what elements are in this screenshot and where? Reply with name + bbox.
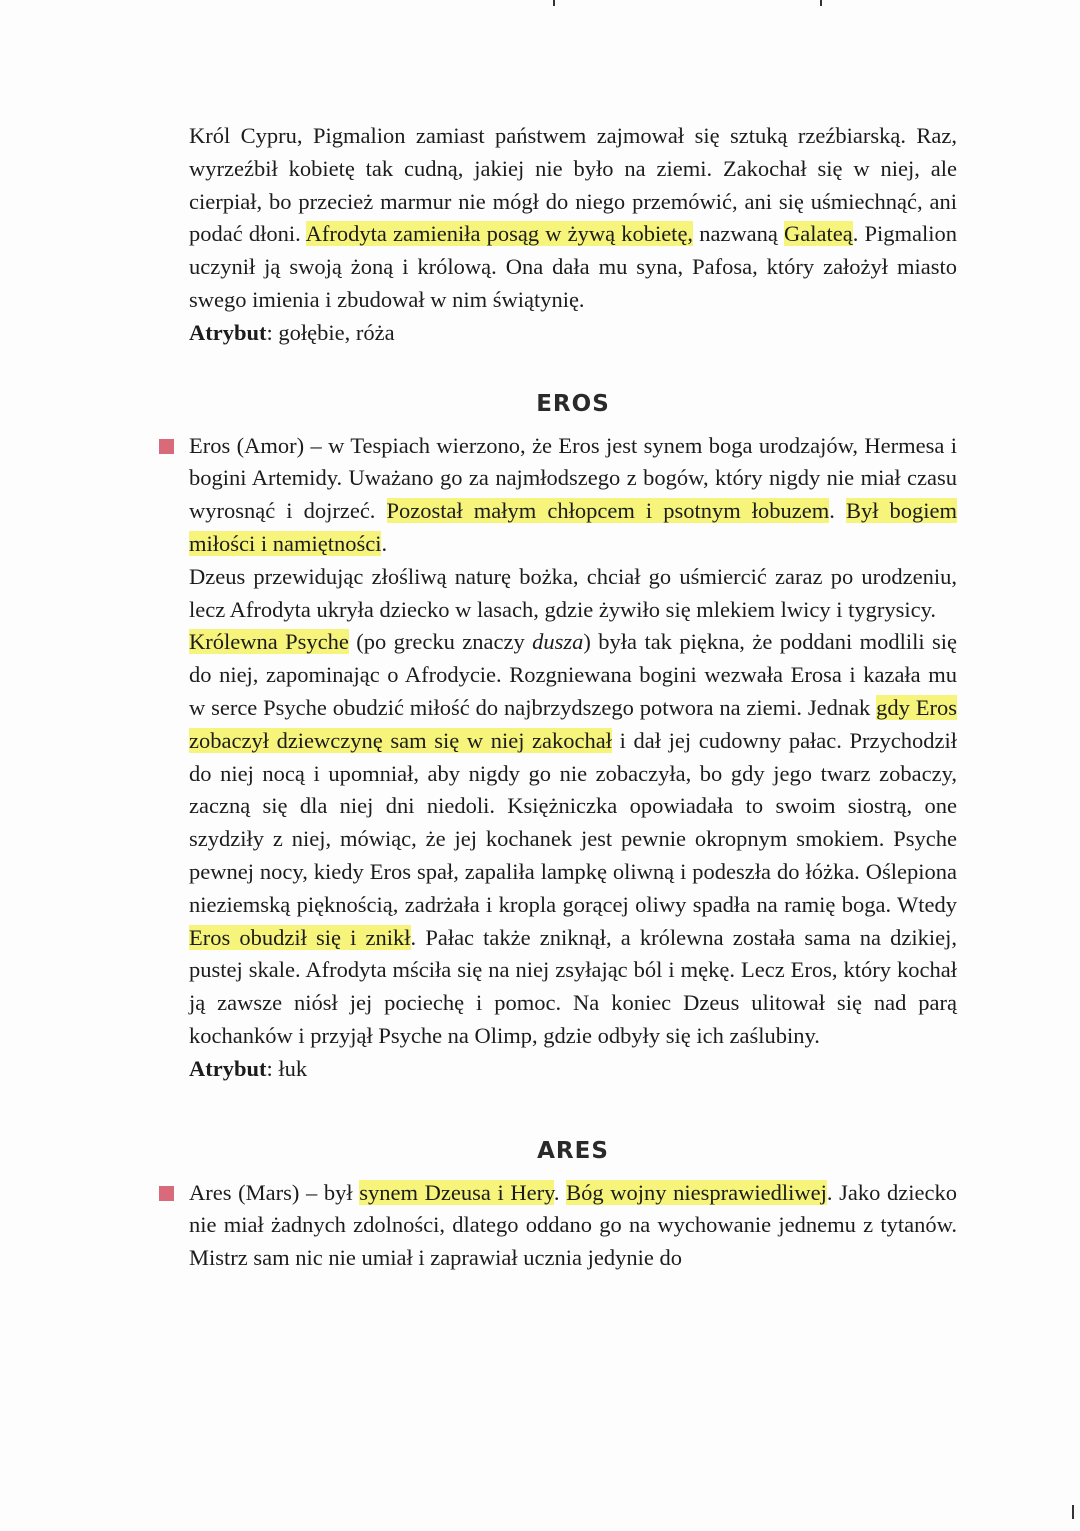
text-segment: . Jako dziecko nie miał żadnych zdolności, dlatego oddano go na wychowanie jednemu z tytanów. Mistrz sam nic nie umiał i zaprawiał ucznia jedynie do	[189, 1179, 957, 1271]
scan-mark-right-edge	[1072, 1505, 1074, 1519]
scan-mark-top-right	[820, 0, 822, 6]
eros-heading: EROS	[536, 390, 610, 417]
text-segment: i dał jej cudowny pałac. Przychodził do niej nocą i upomniał, aby nigdy go nie zobaczyła, bo gdy jego twarz zobaczy, zaczną się dla niej dni niedoli. Księżniczka opowiadała to swoim siostrą, one szydziły z niej, mówiąc, że jej kochanek jest pewnie okropnym smokiem. Psyche pewnej nocy, kiedy Eros spał, zapaliła lampkę oliwną i podeszła do łóżka. Oślepiona nieziemską pięknością, zadrżała i kropla gorącej oliwy spadła na ramię boga. Wtedy	[189, 727, 957, 917]
text-segment: Ares (Mars) – był	[189, 1179, 360, 1205]
text-segment: .	[829, 498, 846, 524]
ares-paragraph-1	[189, 1177, 957, 1275]
highlighted-text: Afrodyta zamieniła posąg w żywą kobietę,	[305, 221, 694, 247]
highlighted-text: Pozostał małym chłopcem i psotnym łobuzem	[386, 498, 830, 524]
section-bullet-icon	[159, 1186, 174, 1201]
scan-mark-top-left	[553, 0, 555, 6]
text-segment: dusza	[532, 629, 584, 655]
text-segment: ) była tak piękna, że poddani modlili się do niej, zapominając o Afrodycie. Rozgniewana bogini wezwała Erosa i kazała mu w serce Psyche obudzić miłość do najbrzydszego potwora na ziemi. Jednak	[189, 629, 958, 720]
eros-paragraph-1-text	[189, 433, 957, 556]
eros-attribute-value: : łuk	[266, 1055, 308, 1081]
highlighted-text: Bóg wojny niesprawiedliwej	[566, 1179, 827, 1205]
eros-paragraph-2: Dzeus przewidując złośliwą naturę bożka, chciał go uśmiercić zaraz po urodzeniu, lecz Afrodyta ukryła dziecko w lasach, gdzie żywiło się mlekiem lwicy i tygrysicy.	[189, 563, 957, 622]
highlighted-text: Królewna Psyche	[189, 629, 349, 655]
highlighted-text: Eros obudził się i znikł	[189, 924, 411, 950]
intro-attribute-label: Atrybut	[189, 319, 267, 345]
highlighted-text: synem Dzeusa i Hery	[359, 1179, 554, 1205]
ares-paragraph-1-text	[189, 1180, 957, 1271]
text-segment: .	[553, 1179, 567, 1205]
ares-heading: ARES	[537, 1137, 609, 1164]
intro-paragraph	[189, 120, 957, 317]
document-body	[189, 120, 957, 1275]
text-segment: . Pałac także zniknął, a królewna została sama na dzikiej, pustej skale. Afrodyta mściła się na niej zsyłając ból i mękę. Lecz Eros, który kochał ją zawsze niósł jej pociechę i pomoc. Na koniec Dzeus ulitował się nad parą kochanków i przyjął Psyche na Olimp, gdzie odbyły się ich zaślubiny.	[189, 924, 957, 1048]
eros-paragraph-1	[189, 430, 957, 561]
eros-paragraph-3	[189, 626, 957, 1052]
text-segment: nazwaną	[693, 221, 785, 247]
intro-attribute-line	[189, 317, 957, 350]
text-segment: (po grecku znaczy	[348, 629, 533, 655]
highlighted-text: Był bogiem miłości i namiętności	[189, 498, 957, 556]
text-segment: Król Cypru, Pigmalion zamiast państwem zajmował się sztuką rzeźbiarską. Raz, wyrzeźbił kobietę tak cudną, jakiej nie było na ziemi. Zakochał się w niej, ale cierpiał, bo przecież marmur nie mógł do niego przemówić, ani się uśmiechnąć, ani podać dłoni.	[189, 123, 957, 247]
eros-attribute-label: Atrybut	[189, 1055, 267, 1081]
text-segment: .	[381, 530, 388, 556]
text-segment: Eros (Amor) – w Tespiach wierzono, że Eros jest synem boga urodzajów, Hermesa i bogini Artemidy. Uważano go za najmłodszego z bogów, który nigdy nie miał czasu wyrosnąć i dojrzeć.	[189, 432, 957, 524]
intro-attribute-value: : gołębie, róża	[266, 319, 395, 345]
section-bullet-icon	[159, 439, 174, 454]
text-segment: . Pigmalion uczynił ją swoją żoną i królową. Ona dała mu syna, Pafosa, który założył miasto swego imienia i zbudował w nim świątynię.	[189, 221, 957, 312]
highlighted-text: gdy Eros zobaczył dziewczynę sam się w niej zakochał	[189, 694, 957, 753]
highlighted-text: Galateą	[784, 221, 853, 247]
eros-attribute-line	[189, 1053, 957, 1086]
